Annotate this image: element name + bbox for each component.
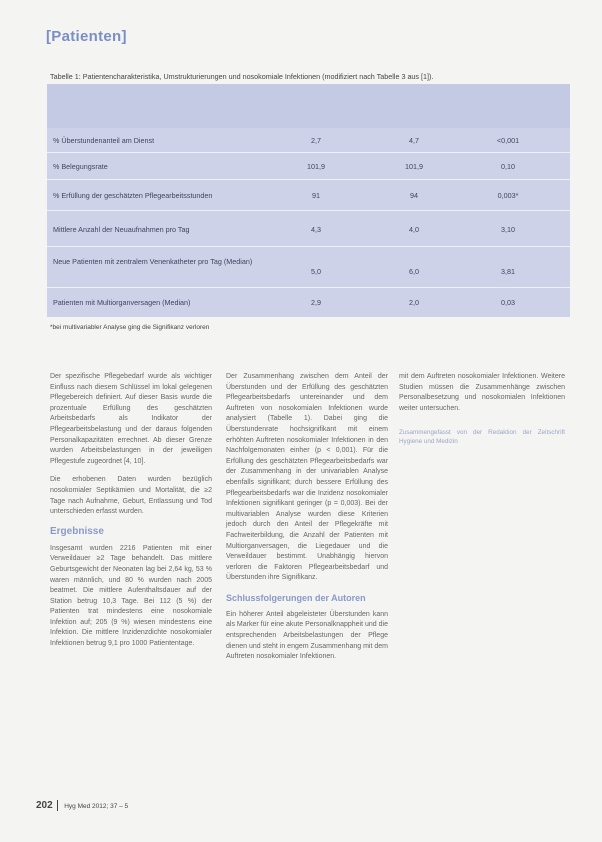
data-table [47, 84, 570, 317]
table-row [47, 128, 570, 153]
row-value-3: 3,10 [501, 225, 515, 234]
editorial-note: Zusammengefasst von der Redaktion der Zeitschrift Hygiene und Medizin [399, 429, 565, 446]
row-value-1: 4,3 [311, 225, 321, 234]
paragraph: mit dem Auftreten nosokomialer Infektionen. Weitere Studien müssen die Zusammenhänge zwischen Personalbesetzung und nosokomialen Infektionen weiter untersuchen. [399, 373, 565, 412]
row-value-2: 4,0 [409, 225, 419, 234]
conclusions-heading: Schlussfolgerungen der Autoren [226, 592, 366, 603]
paragraph: Die erhobenen Daten wurden bezüglich nosokomialer Septikämien und Mortalität, die ≥2 Tage nach Aufnahme, Geburt, Entlassung und Tod unterschieden erfasst wurden. [50, 476, 212, 516]
row-label: Patienten mit Multiorganversagen (Median) [53, 298, 191, 307]
row-label: Neue Patienten mit zentralem Venenkatheter pro Tag (Median) [53, 257, 253, 266]
table-row [47, 247, 570, 288]
row-label: Mittlere Anzahl der Neuaufnahmen pro Tag [53, 225, 190, 234]
paragraph: Der Zusammenhang zwischen dem Anteil der Überstunden und der Erfüllung des geschätzten Pflegearbeitsbedarfs untereinander und dem Auftreten von nosokomialen Infektionen wurde analysiert (Tabelle 1). Dabei ging die Überstundenrate hochsignifikant mit einem erhöhten Auftreten nosokomialer Infektionen in den Nachfolgemonaten einher (p < 0,001). Für die Erfüllung des geschätzten Pflegearbeitsbedarfs war der Zusammenhang in der univariablen Analyse ebenfalls signifikant; durch bessere Erfüllung des Pflegearbeitsbedarfs war die Inzidenz nosokomialer Infektionen signifikant geringer (p = 0,003). Bei der multivariablen Analyse wurden diese Kriterien jedoch durch den Anteil der Pflegekräfte mit Fachweiterbildung, die Anzahl der Patienten mit Multiorganversagen, die Liegedauer und die Verweildauer bestimmt. Unabhängig hiervon verloren die Faktoren Pflegearbeitsbedarf und Überstunden ihre Signifikanz. [226, 373, 388, 582]
row-label: % Belegungsrate [53, 162, 108, 171]
row-value-2: 2,0 [409, 298, 419, 307]
journal-citation: Hyg Med 2012; 37 – 5 [64, 803, 129, 810]
row-label: % Erfüllung der geschätzten Pflegearbeitsstunden [53, 191, 213, 200]
table-caption: Tabelle 1: Patientencharakteristika, Umstrukturierungen und nosokomiale Infektionen (modifiziert nach Tabelle 3 aus [1]). [50, 72, 434, 81]
row-value-3: <0,001 [496, 136, 520, 145]
row-value-1: 2,9 [311, 298, 321, 307]
row-value-1: 91 [312, 191, 320, 200]
row-value-2: 94 [410, 191, 418, 200]
row-value-3: 0,003* [497, 191, 519, 200]
page-number: 202 [36, 800, 58, 811]
table-header-band [47, 84, 570, 128]
row-value-1: 5,0 [311, 267, 321, 276]
text-column-2 [226, 372, 388, 671]
text-column-3 [399, 372, 565, 446]
row-value-2: 101,9 [405, 162, 423, 171]
table-row [47, 180, 570, 211]
section-title: [Patienten] [46, 28, 127, 45]
page-footer [36, 800, 128, 811]
row-label: % Überstundenanteil am Dienst [53, 136, 155, 145]
table-row [47, 288, 570, 317]
table-row [47, 211, 570, 247]
row-value-2: 4,7 [409, 136, 419, 145]
table-footnote: *bei multivariabler Analyse ging die Signifikanz verloren [50, 324, 210, 331]
paragraph: Ein höherer Anteil abgeleisteter Überstunden kann als Marker für eine akute Personalknappheit und die entsprechenden Arbeitsbelastungen der Pflege dienen und steht in engem Zusammenhang mit dem Auftreten nosokomialer Infektionen. [226, 610, 388, 661]
row-value-3: 0,10 [501, 162, 515, 171]
row-value-3: 3,81 [501, 267, 515, 276]
paragraph: Insgesamt wurden 2216 Patienten mit einer Verweildauer ≥2 Tage behandelt. Das mittlere Geburtsgewicht der Neonaten lag bei 2,64 kg, 53 % waren männlich, und 80 % wurden nach 2005 beatmet. Die mittlere Aufenthaltsdauer auf der Station betrug 10,3 Tage. Bei 112 (5 %) der Patienten trat mindestens eine nosokomiale Infektion auf; 205 (9 %) wiesen mindestens eine Infektion. Die mittlere Inzidenzdichte nosokomialer Infektionen betrug 9,1 pro 1000 Patiententage. [50, 544, 212, 648]
text-column-1 [50, 372, 212, 658]
row-value-2: 6,0 [409, 267, 419, 276]
row-value-1: 2,7 [311, 136, 321, 145]
paragraph: Der spezifische Pflegebedarf wurde als wichtiger Einfluss nach diesem Schlüssel im lokal gelegenen Pflegebereich definiert. Auf dieser Basis wurde die prozentuale Erfüllung des geschätzten Arbeitsbedarfs als Indikator der Pflegearbeitsbelastung und der daraus folgenden Personalkapazitäten errechnet. Ab dieser Grenze wurden Arbeitsbelastungen in der jeweiligen Pflegestufe zugeordnet [4, 10]. [50, 373, 212, 465]
row-value-1: 101,9 [307, 162, 325, 171]
row-value-3: 0,03 [501, 298, 515, 307]
results-heading: Ergebnisse [50, 525, 104, 537]
table-row [47, 153, 570, 180]
